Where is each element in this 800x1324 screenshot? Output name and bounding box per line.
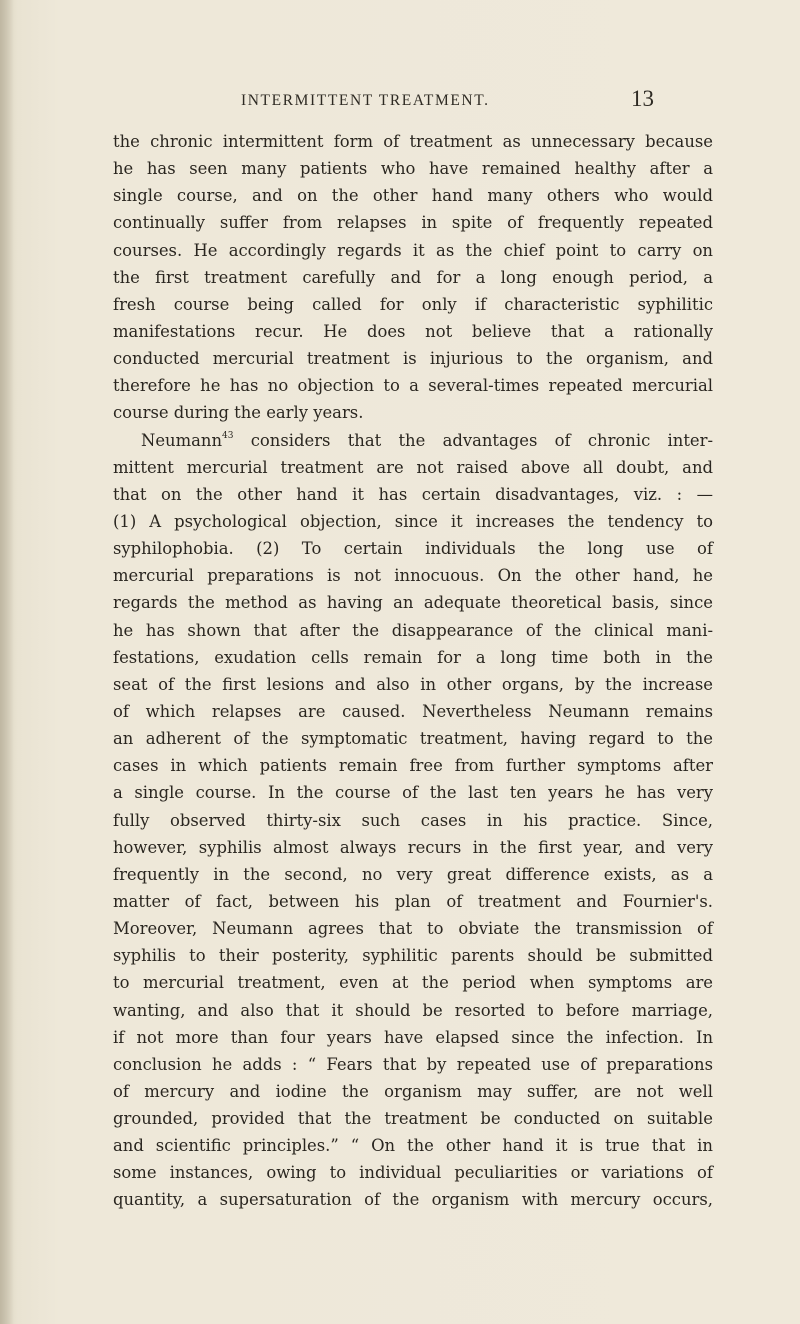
text-line: of which relapses are caused. Nevertheless Neumann remains [113, 701, 713, 721]
text-line: syphilophobia. (2) To certain individuals the long use of [113, 539, 713, 559]
text-line: festations, exudation cells remain for a long time both in the [113, 647, 713, 667]
text-line: continually suffer from relapses in spite of frequently repeated [113, 213, 713, 233]
line-remainder: considers that the advantages of chronic inter- [233, 430, 713, 450]
text-line: Moreover, Neumann agrees that to obviate the transmission of [113, 919, 713, 939]
text-line: grounded, provided that the treatment be conducted on suitable [113, 1109, 713, 1129]
text-line: frequently in the second, no very great difference exists, as a [113, 864, 713, 884]
text-line: manifestations recur. He does not believe that a rationally [113, 321, 713, 341]
text-line: quantity, a supersaturation of the organism with mercury occurs, [113, 1190, 713, 1210]
text-line: course during the early years. [113, 403, 364, 423]
reference-superscript: 43 [222, 430, 234, 441]
running-head [0, 86, 800, 116]
text-line: mercurial preparations is not innocuous. On the other hand, he [113, 566, 713, 586]
text-line: therefore he has no objection to a several-times repeated mercurial [113, 376, 713, 396]
text-line: that on the other hand it has certain disadvantages, viz. : — [113, 484, 713, 504]
text-line: (1) A psychological objection, since it increases the tendency to [113, 511, 713, 531]
text-line: he has seen many patients who have remained healthy after a [113, 159, 713, 179]
text-line: mittent mercurial treatment are not raised above all doubt, and [113, 457, 713, 477]
text-line: matter of fact, between his plan of treatment and Fournier's. [113, 891, 713, 911]
text-line: if not more than four years have elapsed since the infection. In [113, 1027, 713, 1047]
text-line: he has shown that after the disappearance of the clinical mani- [113, 620, 713, 640]
text-line: some instances, owing to individual peculiarities or variations of [113, 1163, 713, 1183]
text-line-paragraph-start [113, 427, 713, 454]
text-line: courses. He accordingly regards it as the chief point to carry on [113, 240, 713, 260]
text-line: the chronic intermittent form of treatment as unnecessary because [113, 132, 713, 151]
text-line: to mercurial treatment, even at the period when symptoms are [113, 973, 713, 993]
text-line: the first treatment carefully and for a long enough period, a [113, 267, 713, 287]
text-line: syphilis to their posterity, syphilitic parents should be submitted [113, 946, 713, 966]
text-line: single course, and on the other hand many others who would [113, 186, 713, 206]
text-line: of mercury and iodine the organism may suffer, are not well [113, 1081, 713, 1101]
text-line: seat of the first lesions and also in other organs, by the increase [113, 674, 713, 694]
text-line: wanting, and also that it should be resorted to before marriage, [113, 1000, 713, 1020]
text-line: conducted mercurial treatment is injurious to the organism, and [113, 349, 713, 369]
author-name: Neumann [141, 430, 223, 450]
text-line: and scientific principles.” “ On the other hand it is true that in [113, 1136, 713, 1156]
text-line: a single course. In the course of the last ten years he has very [113, 783, 713, 803]
text-line: conclusion he adds : “ Fears that by repeated use of preparations [113, 1054, 713, 1074]
text-line: fresh course being called for only if characteristic syphilitic [113, 294, 713, 314]
text-line: cases in which patients remain free from further symptoms after [113, 756, 713, 776]
text-line: however, syphilis almost always recurs in the first year, and very [113, 837, 713, 857]
page-binding-shadow [0, 0, 14, 1324]
text-line: regards the method as having an adequate theoretical basis, since [113, 593, 713, 613]
running-title: INTERMITTENT TREATMENT. [241, 92, 490, 109]
text-line: an adherent of the symptomatic treatment, having regard to the [113, 729, 713, 749]
text-line: fully observed thirty-six such cases in his practice. Since, [113, 810, 713, 830]
body-text [113, 128, 713, 1214]
page-number: 13 [631, 86, 654, 111]
